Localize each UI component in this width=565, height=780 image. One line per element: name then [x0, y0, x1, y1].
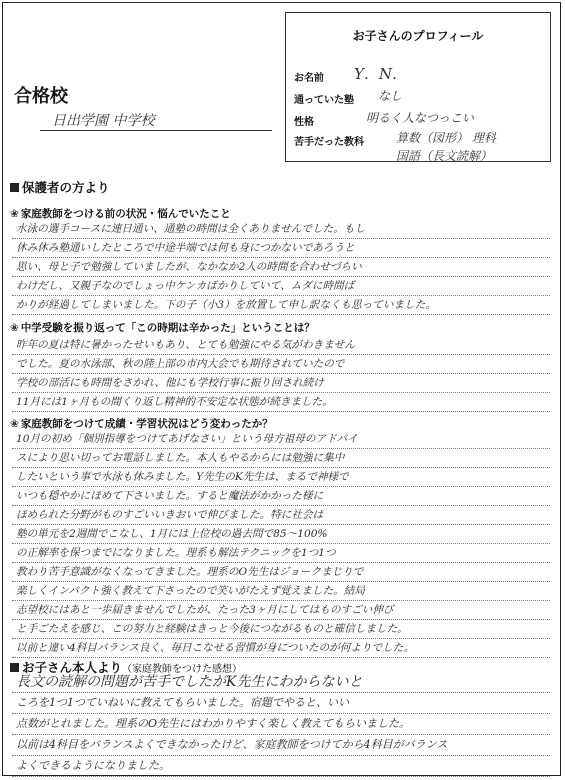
answer-line: 以前は4科目をバランスよくできなかったけど、家庭教師をつけてから4科目がバランス: [12, 735, 550, 756]
answer-line: 点数がとれました。理系のO先生にはわかりやすく楽しく教えてもらいました。: [12, 714, 550, 735]
profile-value-personality: 明るく人なつっこい: [366, 111, 474, 125]
answer-line: ほめられた分野がものすごいいきおいで伸びました。特に社会は: [12, 506, 550, 525]
answer-line: 以前と違い4科目バランス良く、毎日こなせる習慣が身についたのが何よりでした。: [12, 639, 550, 658]
square-bullet-icon: [10, 183, 19, 192]
child-heading: お子さん本人より（家庭教師をつけた感想）: [10, 658, 242, 676]
answer-before: [12, 220, 550, 315]
school-label: 合格校: [14, 86, 68, 107]
child-answer: [12, 672, 550, 777]
school-name: 日出学園 中学校: [40, 110, 272, 131]
answer-line: 長文の読解の問題が苦手でしたがK先生にわからないと: [12, 672, 550, 693]
answer-line: 教わり苦手意識がなくなってきました。理系のO先生はジョークまじりで: [12, 563, 550, 582]
answer-line: 学校の部活にも時間をさかれ、他にも学校行事に振り回され続け: [12, 374, 550, 393]
answer-line: 志望校にはあと一歩届きませんでしたが、たった3ヶ月にしてはものすごい伸び: [12, 601, 550, 620]
profile-label-weak: 苦手だった教科: [294, 137, 364, 148]
answer-line: と手ごたえを感じ、この努力と経験はきっと今後につながるものと確信しました。: [12, 620, 550, 639]
answer-line: 思い、母と子で勉強していましたが、なかなか2人の時間を合わせづらい: [12, 258, 550, 277]
profile-label-juku: 通っていた塾: [294, 95, 354, 106]
profile-label-name: お名前: [294, 73, 324, 84]
answer-line: でした。夏の水泳部、秋の陸上部の市内大会でも期待されていたので: [12, 355, 550, 374]
answer-line: 10月の初め「個別指導をつけてあげなさい」という母方祖母のアドバイ: [12, 430, 550, 449]
flower-icon: ❀: [10, 208, 19, 220]
answer-line: かりが経過してしまいました。下の子（小3）を放置して申し訳なくも思っていました。: [12, 296, 550, 315]
answer-line: よくできるようになりました。: [12, 756, 550, 777]
square-bullet-icon: [10, 663, 19, 672]
answer-line: したいという事で水泳も休みました。Y先生のK先生は、まるで神様で: [12, 468, 550, 487]
profile-value-juku: なし: [378, 89, 403, 103]
answer-line: 水泳の選手コースに連日通い、通塾の時間は全くありませんでした。もし: [12, 220, 550, 239]
flower-icon: ❀: [10, 418, 19, 430]
answer-line: いつも穏やかにほめて下さいました。すると魔法がかかった様に: [12, 487, 550, 506]
answer-line: 11月には1ヶ月もの間くり返し精神的不安定な状態が続きました。: [12, 393, 550, 412]
profile-box: [285, 12, 551, 162]
answer-line: 昨年の夏は特に暑かったせいもあり、とても勉強にやる気がわきません: [12, 336, 550, 355]
profile-title: お子さんのプロフィール: [352, 29, 484, 43]
answer-line: わけだし、又親子なのでしょっ中ケンカばかりしていて、ムダに時間ば: [12, 277, 550, 296]
parent-heading: 保護者の方より: [10, 178, 110, 196]
answer-line: スにより思い切ってお電話しました。本人もやるからには勉強に集中: [12, 449, 550, 468]
answer-line: の正解率を保つまでになりました。理系も解法テクニックを1つ1つ: [12, 544, 550, 563]
answer-line: 休み休み塾通いしたところで中途半端では何も身につかないであろうと: [12, 239, 550, 258]
question-hard-time: ❀ 中学受験を振り返って「この時期は辛かった」ということは？: [10, 322, 315, 334]
answer-hard-time: [12, 336, 550, 412]
answer-line: 塾の単元を2週間でこなし、1月には上位校の過去問で85～100%: [12, 525, 550, 544]
profile-value-name: Y．N．: [354, 65, 408, 83]
profile-value-weak-1: 算数（図形） 理科: [396, 131, 496, 145]
question-change: ❀ 家庭教師をつけて成績・学習状況はどう変わったか？: [10, 418, 273, 430]
profile-value-weak-2: 国語（長文読解）: [396, 149, 493, 163]
answer-change: [12, 430, 550, 658]
answer-line: 楽しくインパクト強く教えて下さったので笑いがたえず覚えました。結局: [12, 582, 550, 601]
question-before: ❀ 家庭教師をつける前の状況・悩んでいたこと: [10, 208, 231, 220]
flower-icon: ❀: [10, 322, 19, 334]
answer-line: ころを1つ1つていねいに教えてもらいました。宿題でやると、いい: [12, 693, 550, 714]
profile-label-personality: 性格: [294, 117, 314, 128]
